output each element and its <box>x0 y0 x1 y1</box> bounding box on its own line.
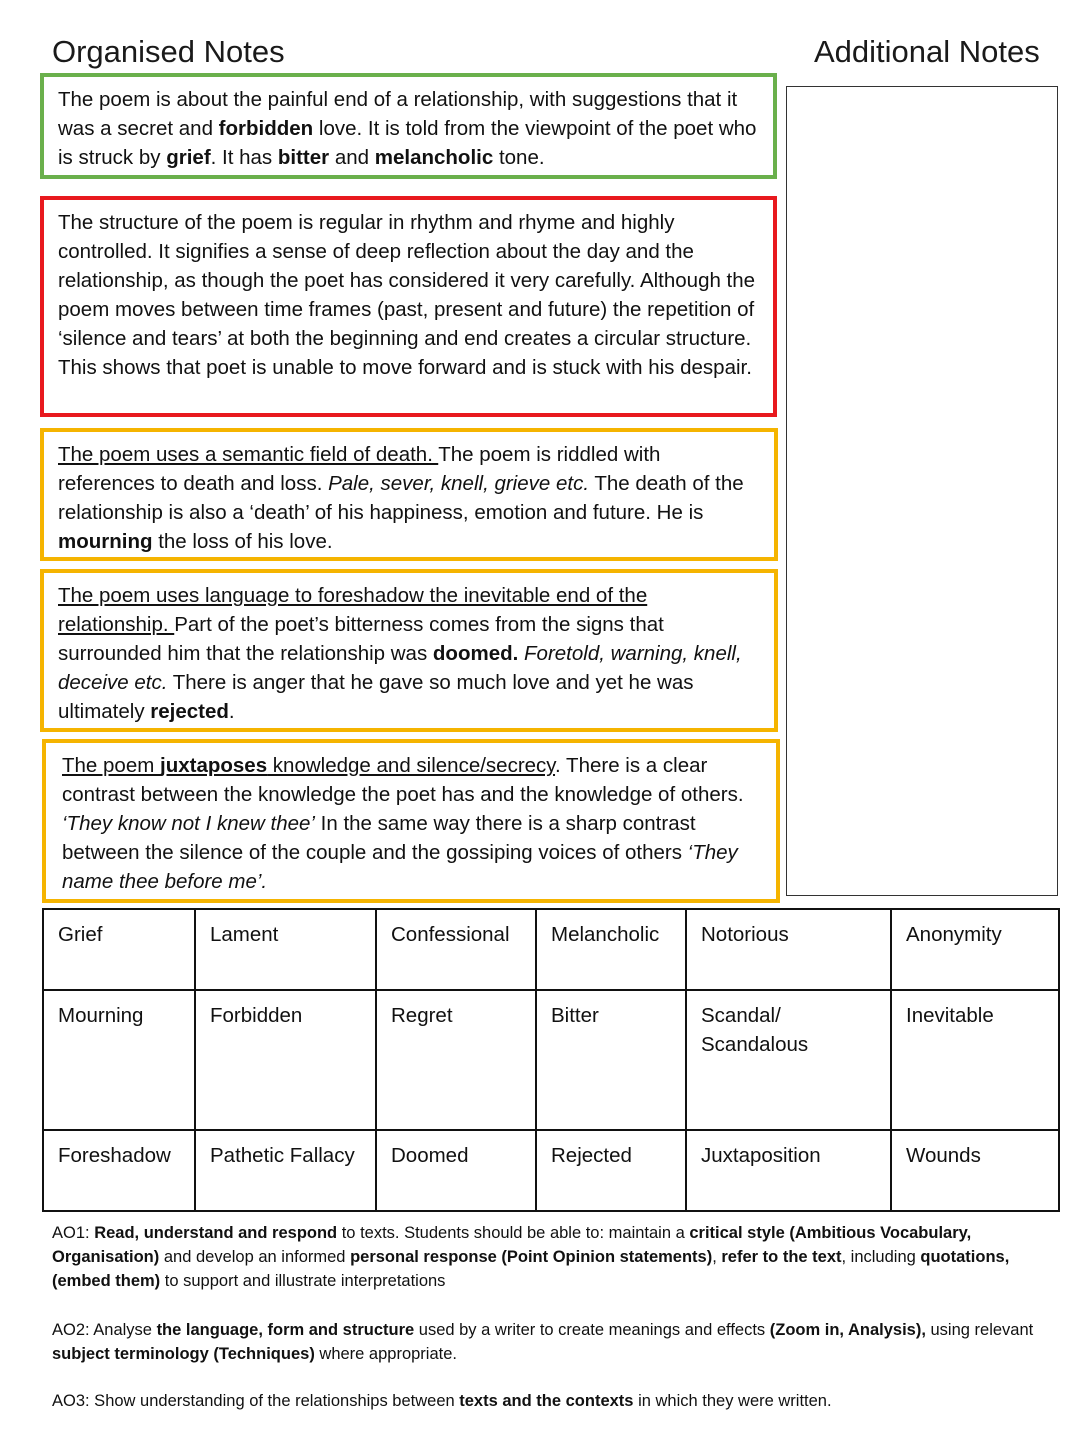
vocab-cell: Melancholic <box>536 909 686 990</box>
juxtaposition-heading: The poem juxtaposes knowledge and silence/secrecy <box>62 754 556 777</box>
table-row <box>43 1130 1059 1211</box>
foreshadow-heading: The poem uses language to foreshadow the inevitable end of the relationship. <box>58 584 648 636</box>
summary-text: The poem is about the painful end of a relationship, with suggestions that it was a secret and forbidden love. It is told from the viewpoint of the poet who is struck by grief. It has bitter and melancholic tone. <box>58 88 757 169</box>
vocab-cell: Regret <box>376 990 536 1129</box>
ao3-criteria: AO3: Show understanding of the relationships between texts and the contexts in which they were written. <box>52 1392 832 1410</box>
vocab-cell: Bitter <box>536 990 686 1129</box>
vocab-cell: Pathetic Fallacy <box>195 1130 376 1211</box>
vocab-cell: Wounds <box>891 1130 1059 1211</box>
vocab-cell: Inevitable <box>891 990 1059 1129</box>
semantic-field-note <box>40 428 778 561</box>
vocab-cell: Juxtaposition <box>686 1130 891 1211</box>
ao1-criteria: AO1: Read, understand and respond to texts. Students should be able to: maintain a critical style (Ambitious Vocabulary, Organisation) and develop an informed personal response (Point Opinion statements), refer to the text, including quotations, (embed them) to support and illustrate interpretations <box>52 1224 1010 1290</box>
vocab-cell: Lament <box>195 909 376 990</box>
vocab-cell: Scandal/ Scandalous <box>686 990 891 1129</box>
ao2-criteria: AO2: Analyse the language, form and structure used by a writer to create meanings and effects (Zoom in, Analysis), using relevant subject terminology (Techniques) where appropriate. <box>52 1321 1034 1363</box>
semantic-field-heading: The poem uses a semantic field of death. <box>58 443 439 466</box>
vocab-cell: Confessional <box>376 909 536 990</box>
structure-note <box>40 196 777 417</box>
foreshadow-text: The poem uses language to foreshadow the inevitable end of the relationship. Part of the poet’s bitterness comes from the signs that surrounded him that the relationship was doomed. Foretold, warning, knell, deceive etc. There is anger that he gave so much love and yet he was ultimately rejected. <box>58 584 742 723</box>
vocab-cell: Forbidden <box>195 990 376 1129</box>
semantic-field-text: The poem uses a semantic field of death. The poem is riddled with references to death and loss. Pale, sever, knell, grieve etc. The death of the relationship is also a ‘death’ of his happiness, emotion and future. He is mourning the loss of his love. <box>58 443 744 553</box>
structure-text: The structure of the poem is regular in rhythm and rhyme and highly controlled. It signifies a sense of deep reflection about the day and the relationship, as though the poet has considered it very carefully. Although the poem moves between time frames (past, present and future) the repetition of ‘silence and tears’ at both the beginning and end creates a circular structure. This shows that poet is unable to move forward and is stuck with his despair. <box>58 211 756 379</box>
vocab-cell: Doomed <box>376 1130 536 1211</box>
table-row <box>43 909 1059 990</box>
vocabulary-table <box>42 908 1060 1212</box>
table-row <box>43 990 1059 1129</box>
summary-note <box>40 73 777 179</box>
juxtaposition-text: The poem juxtaposes knowledge and silence/secrecy. There is a clear contrast between the knowledge the poet has and the knowledge of others. ‘They know not I knew thee’ In the same way there is a sharp contrast between the silence of the couple and the gossiping voices of others ‘They name thee before me’. <box>62 754 744 893</box>
vocab-cell: Anonymity <box>891 909 1059 990</box>
vocab-cell: Rejected <box>536 1130 686 1211</box>
vocab-cell: Mourning <box>43 990 195 1129</box>
page-title: Organised Notes <box>52 34 285 69</box>
additional-notes-title: Additional Notes <box>814 34 1040 69</box>
foreshadow-note <box>40 569 778 732</box>
vocab-cell: Grief <box>43 909 195 990</box>
vocab-cell: Notorious <box>686 909 891 990</box>
additional-notes-box[interactable] <box>786 86 1058 896</box>
vocab-cell: Foreshadow <box>43 1130 195 1211</box>
juxtaposition-note <box>42 739 780 903</box>
